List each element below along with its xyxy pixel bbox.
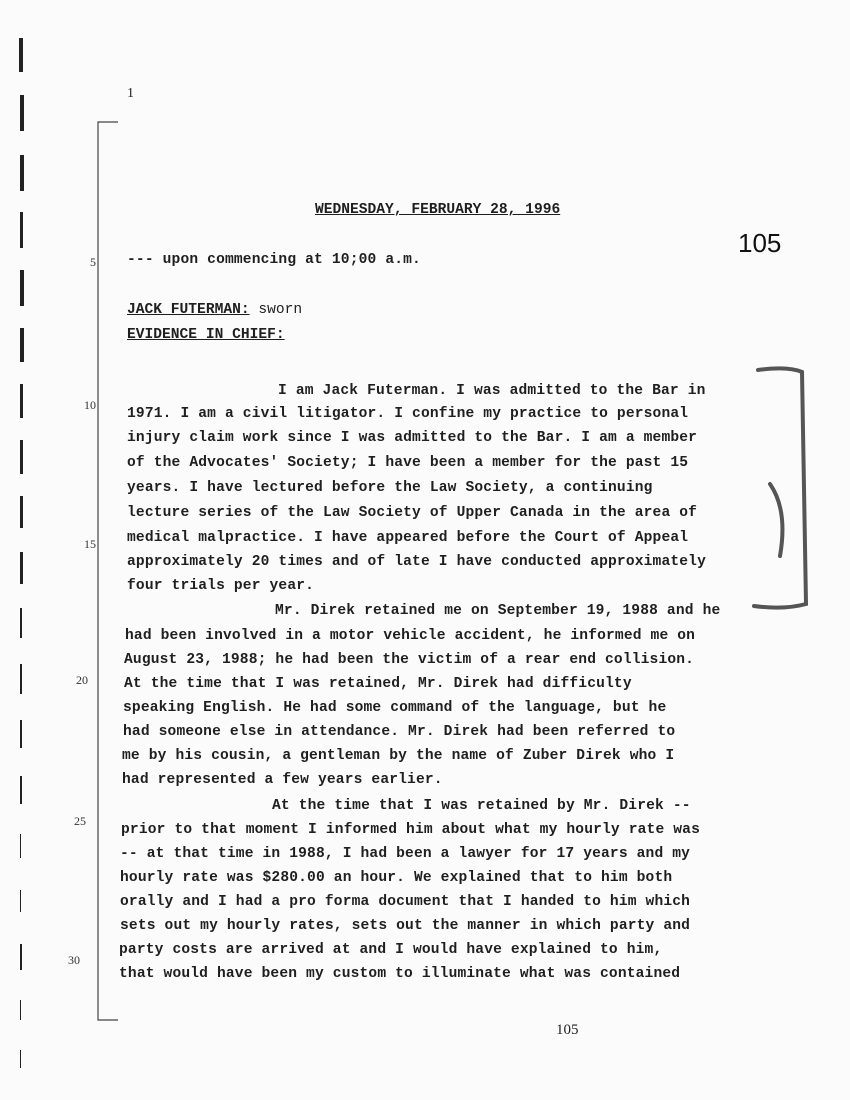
text-line: years. I have lectured before the Law Society, a continuing	[127, 480, 653, 496]
text-line: speaking English. He had some command of the language, but he	[123, 700, 667, 716]
text-line: lecture series of the Law Society of Upper Canada in the area of	[127, 505, 698, 521]
top-line-number: 1	[127, 86, 134, 101]
witness-status: sworn	[249, 302, 303, 318]
witness-name: JACK FUTERMAN:	[127, 302, 250, 318]
text-line: medical malpractice. I have appeared before the Court of Appeal	[127, 530, 689, 546]
text-line: of the Advocates' Society; I have been a member for the past 15	[127, 455, 689, 471]
line-number: 30	[68, 953, 80, 967]
text-line: hourly rate was $280.00 an hour. We explained that to him both	[120, 870, 673, 886]
text-line: had someone else in attendance. Mr. Direk had been referred to	[123, 724, 676, 740]
text-line: me by his cousin, a gentleman by the name of Zuber Direk who I	[122, 748, 675, 764]
text-line: that would have been my custom to illuminate what was contained	[119, 966, 681, 982]
date-heading: WEDNESDAY, FEBRUARY 28, 1996	[315, 202, 561, 218]
text-line: August 23, 1988; he had been the victim of a rear end collision.	[124, 652, 695, 668]
text-line: four trials per year.	[127, 578, 315, 594]
text-line: prior to that moment I informed him about what my hourly rate was	[121, 822, 700, 838]
text-line: party costs are arrived at and I would have explained to him,	[119, 942, 663, 958]
proceeding-start: --- upon commencing at 10;00 a.m.	[127, 252, 421, 268]
section-heading: EVIDENCE IN CHIEF:	[127, 327, 285, 343]
text-line: orally and I had a pro forma document that I handed to him which	[120, 894, 691, 910]
text-line: approximately 20 times and of late I have conducted approximately	[127, 554, 706, 570]
text-line: At the time that I was retained by Mr. Direk --	[272, 798, 691, 814]
text-line: had represented a few years earlier.	[122, 772, 443, 788]
line-number: 25	[74, 814, 86, 828]
text-line: Mr. Direk retained me on September 19, 1988 and he	[275, 603, 721, 619]
text-line: 1971. I am a civil litigator. I confine my practice to personal	[127, 406, 689, 422]
line-number: 5	[90, 255, 96, 269]
line-number: 20	[76, 673, 88, 687]
page-number-marker: 105	[738, 228, 782, 258]
text-line: -- at that time in 1988, I had been a lawyer for 17 years and my	[120, 846, 691, 862]
line-number: 10	[84, 398, 96, 412]
text-line: At the time that I was retained, Mr. Direk had difficulty	[124, 676, 632, 692]
line-number: 15	[84, 537, 96, 551]
text-line: injury claim work since I was admitted to the Bar. I am a member	[127, 430, 698, 446]
footer-page-number: 105	[556, 1022, 579, 1038]
binder-marks	[0, 0, 40, 1100]
text-line: I am Jack Futerman. I was admitted to the Bar in	[278, 383, 706, 399]
handwritten-bracket-mark	[740, 360, 820, 620]
witness-line	[127, 302, 302, 318]
text-line: sets out my hourly rates, sets out the manner in which party and	[120, 918, 691, 934]
text-line: had been involved in a motor vehicle accident, he informed me on	[125, 628, 696, 644]
